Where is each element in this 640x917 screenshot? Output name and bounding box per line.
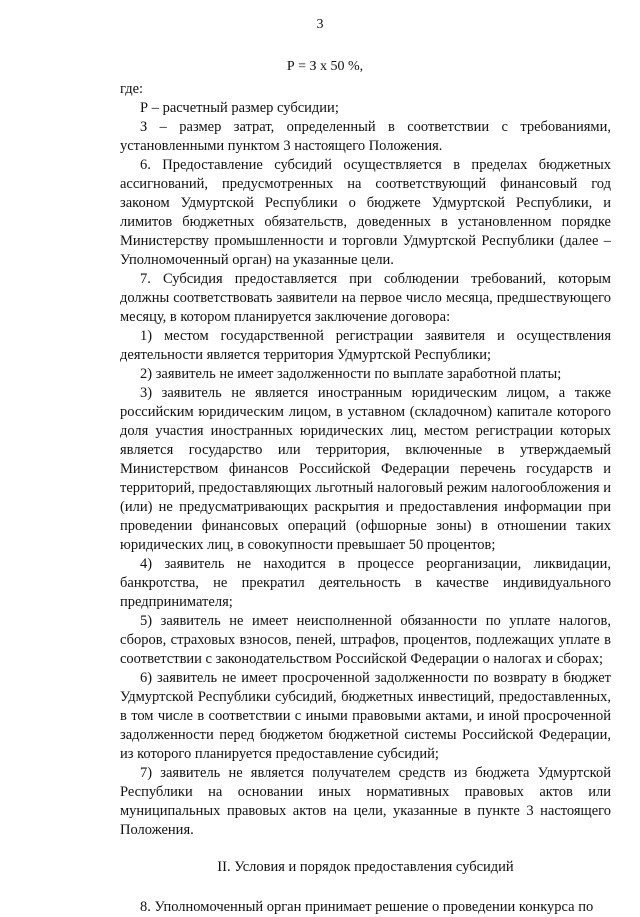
list-item-6: 6) заявитель не имеет просроченной задолженности по возврату в бюджет Удмуртской Республики субсидий, бюджетных инвестиций, предоставленных, в том числе в соответствии с иными правовыми актами, и иной просроченной задолженности перед бюджетом бюджетной системы Российской Федерации, из которого планируется предоставление субсидий; [120,670,611,762]
paragraph-where: где: [120,81,144,97]
paragraph-7: 7. Субсидия предоставляется при соблюдении требований, которым должны соответствовать заявители на первое число месяца, предшествующего месяцу, в котором планируется заключение договора: [120,271,611,325]
paragraph-def-z: З – размер затрат, определенный в соответствии с требованиями, установленными пунктом 3 настоящего Положения. [120,119,611,154]
formula: Р = З х 50 %, [286,59,364,74]
paragraph-8: 8. Уполномоченный орган принимает решение о проведении конкурса по [140,899,594,915]
list-item-2: 2) заявитель не имеет задолженности по выплате заработной платы; [140,366,562,382]
paragraph-6: 6. Предоставление субсидий осуществляется в пределах бюджетных ассигнований, предусмотренных на соответствующий финансовый год законом Удмуртской Республики о бюджете Удмуртской Республики, и лимитов бюджетных обязательств, доведенных в установленном порядке Министерству промышленности и торговли Удмуртской Республики (далее – Уполномоченный орган) на указанные цели. [120,157,611,268]
section-heading: II. Условия и порядок предоставления субсидий [217,859,514,875]
paragraph-def-p: Р – расчетный размер субсидии; [140,100,339,116]
page-number: 3 [316,17,324,32]
list-item-5: 5) заявитель не имеет неисполненной обязанности по уплате налогов, сборов, страховых взносов, пеней, штрафов, процентов, подлежащих уплате в соответствии с законодательством Российской Федерации о налогах и сборах; [120,613,611,667]
list-item-3: 3) заявитель не является иностранным юридическим лицом, а также российским юридическим лицом, в уставном (складочном) капитале которого доля участия иностранных юридических лиц, местом регистрации которых является государство или территория, включенные в утверждаемый Министерством финансов Российской Федерации перечень государств и территорий, предоставляющих льготный налоговый режим налогообложения и (или) не предусматривающих раскрытия и предоставления информации при проведении финансовых операций (офшорные зоны) в отношении таких юридических лиц, в совокупности превышает 50 процентов; [120,385,611,553]
body-text [120,80,611,917]
list-item-7: 7) заявитель не является получателем средств из бюджета Удмуртской Республики на основании иных нормативных правовых актов или муниципальных правовых актов на цели, указанные в пункте 3 настоящего Положения. [120,765,611,838]
list-item-1: 1) местом государственной регистрации заявителя и осуществления деятельности является территория Удмуртской Республики; [120,328,611,363]
list-item-4: 4) заявитель не находится в процессе реорганизации, ликвидации, банкротства, не прекратил деятельность в качестве индивидуального предпринимателя; [120,556,611,610]
